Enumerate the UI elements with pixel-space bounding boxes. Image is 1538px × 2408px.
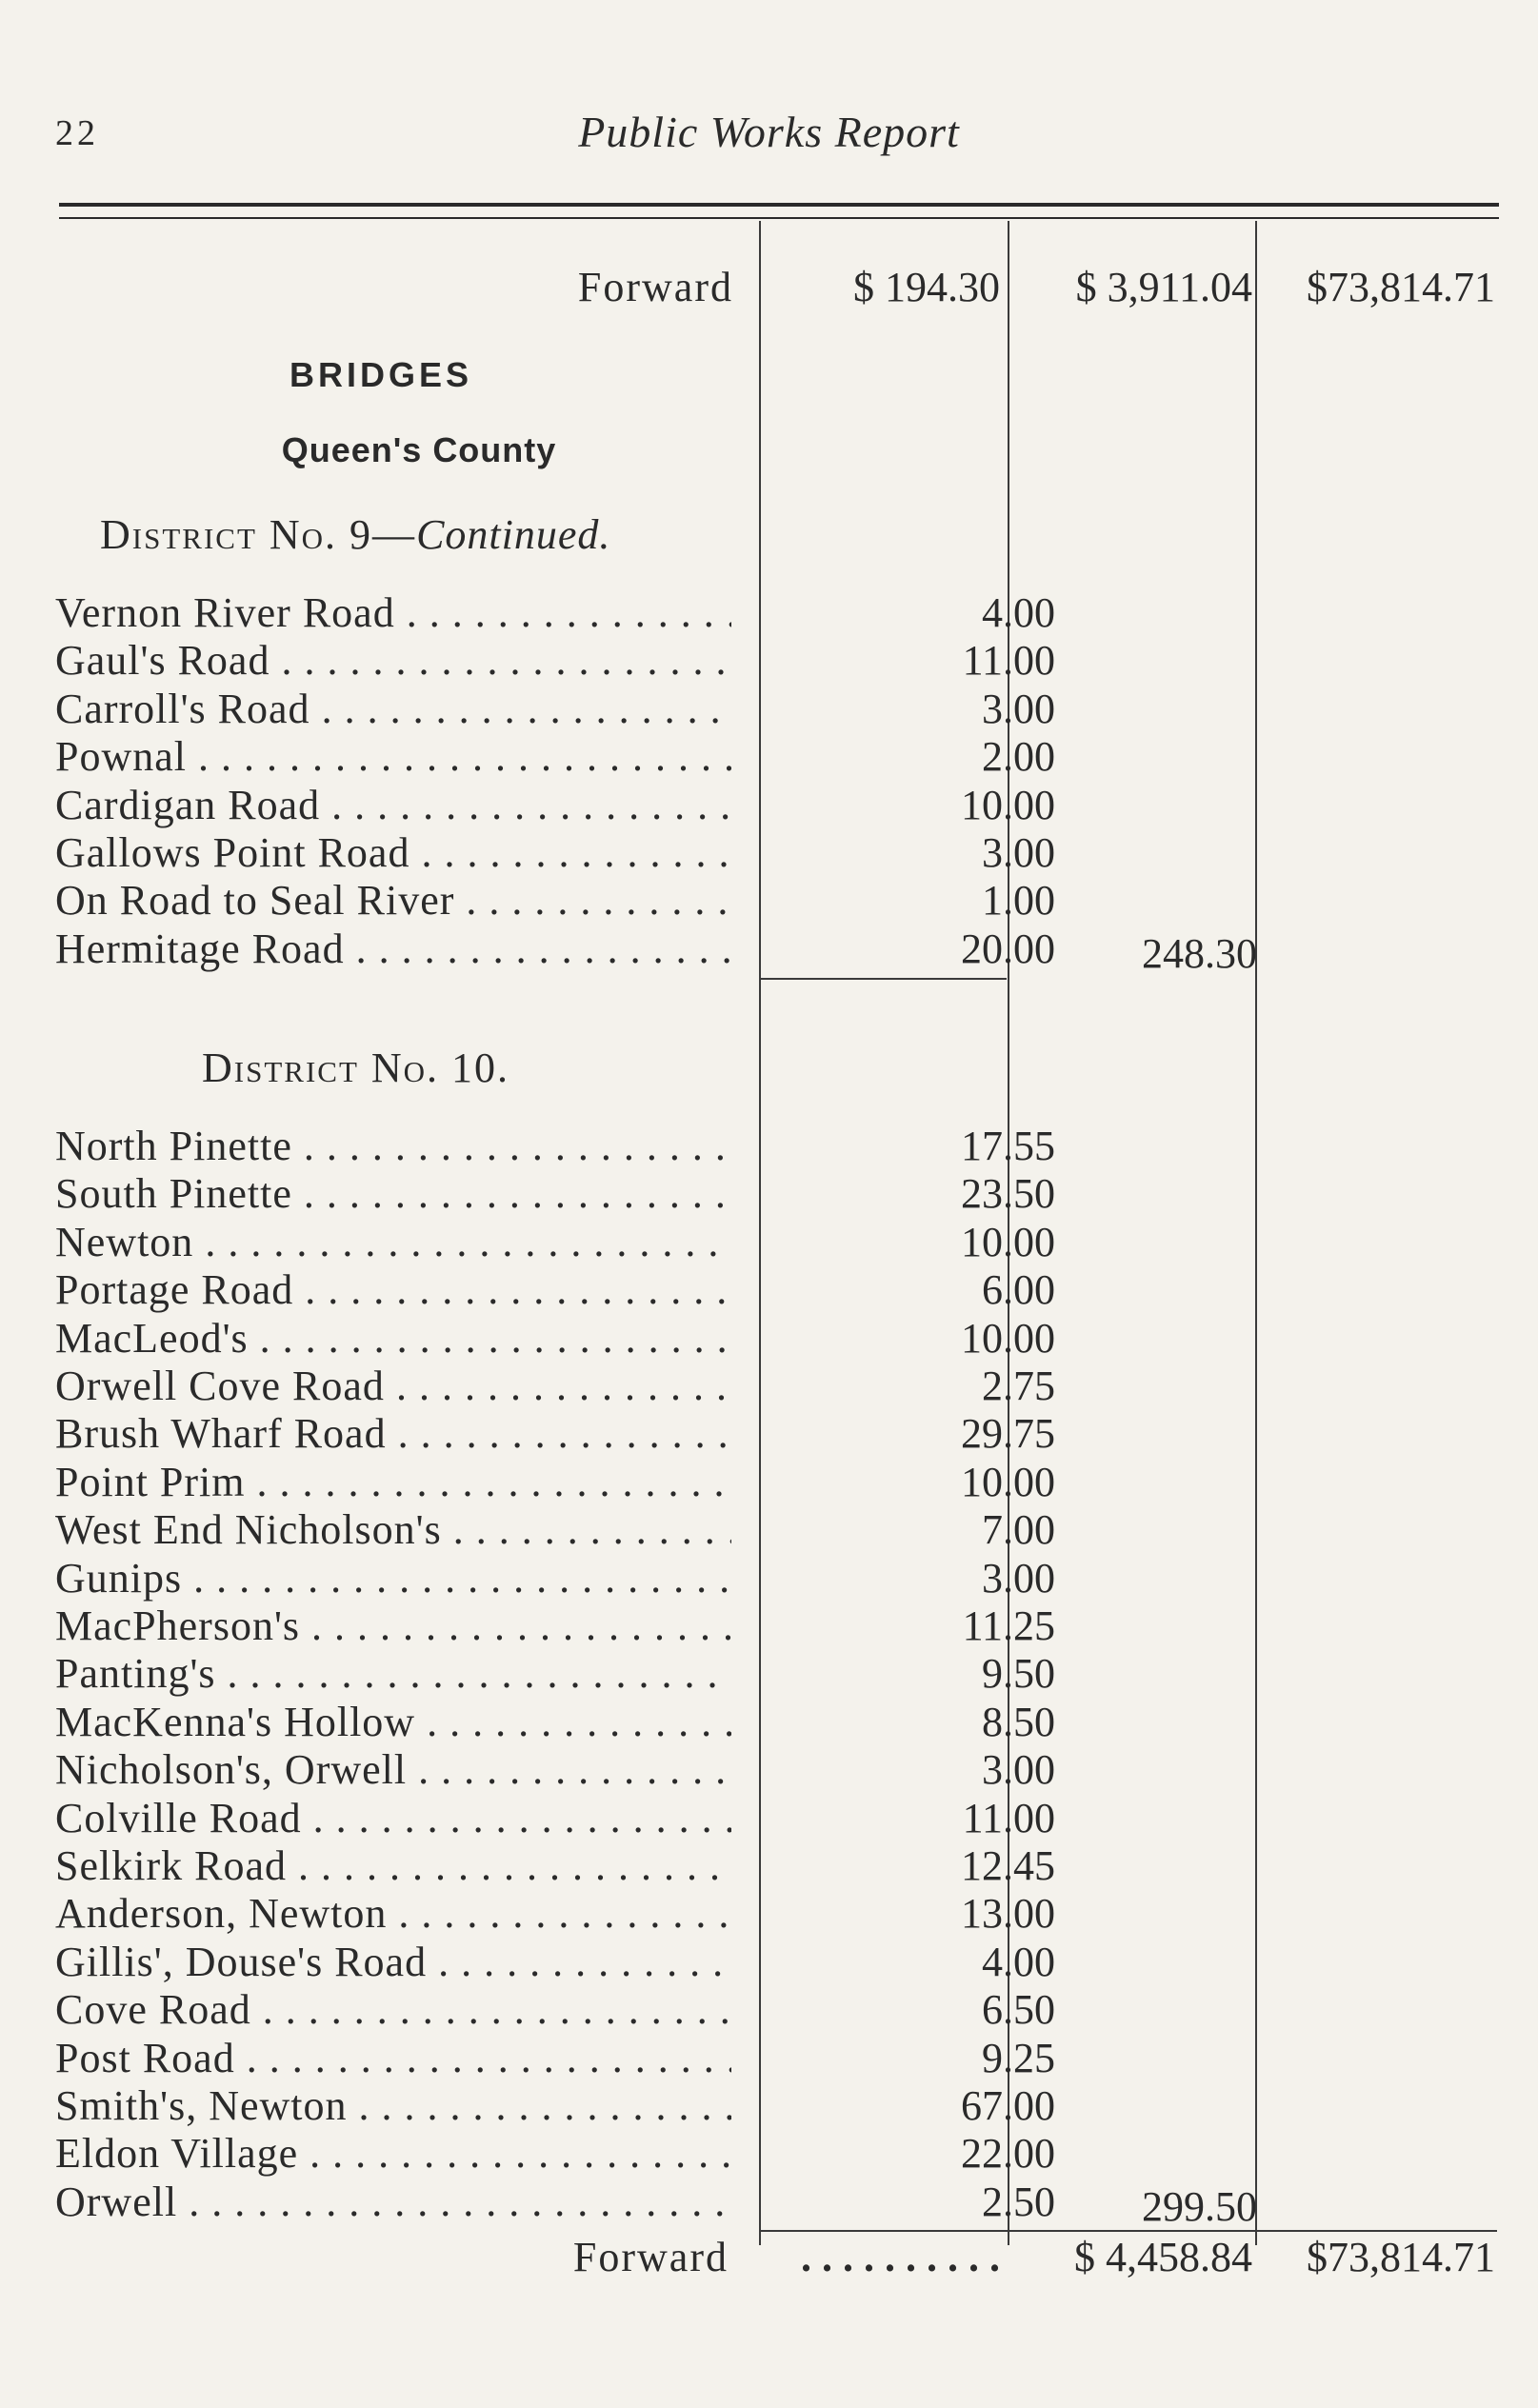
item-name: Colville Road . . . [55, 1796, 731, 1841]
section-title: BRIDGES [289, 355, 473, 394]
item-amount: 67.00 [961, 2082, 1055, 2129]
item-amount: 8.50 [982, 1698, 1055, 1745]
item-name: Brush Wharf Road . . . [55, 1411, 731, 1457]
item-name: Eldon Village . . . [55, 2131, 731, 2177]
item-amount: 2.50 [982, 2178, 1055, 2225]
district-10-subtotal: 299.50 [1142, 2183, 1257, 2230]
district-9-heading [100, 510, 610, 559]
item-name: Cove Road . . . [55, 1987, 731, 2033]
item-amount: 10.00 [961, 781, 1055, 828]
item-amount: 17.55 [961, 1123, 1055, 1169]
item-amount: 3.00 [982, 829, 1055, 876]
district-9-subtotal-rule [759, 978, 1007, 980]
item-amount: 9.50 [982, 1650, 1055, 1698]
item-name: Gunips . . . [55, 1556, 731, 1602]
page-number: 22 [55, 113, 99, 153]
item-name: Vernon River Road . . . [55, 590, 731, 636]
header-rule-thin [59, 217, 1499, 219]
item-name: Panting's . . . [55, 1651, 731, 1697]
item-name: Portage Road . . . [55, 1267, 731, 1313]
column-divider-3 [1255, 221, 1257, 2245]
item-name: Nicholson's, Orwell . . . [55, 1747, 731, 1793]
item-amount: 22.00 [961, 2130, 1055, 2178]
item-amount: 3.00 [982, 1746, 1055, 1794]
item-name: MacPherson's . . . [55, 1603, 731, 1649]
item-amount: 12.45 [961, 1842, 1055, 1889]
district-9-subtotal: 248.30 [1142, 930, 1257, 977]
item-name: Carroll's Road . . . [55, 687, 731, 732]
county-title: Queen's County [281, 430, 557, 469]
forward-bottom-col2: $ 4,458.84 [1074, 2234, 1252, 2280]
item-name: North Pinette . . . [55, 1124, 731, 1169]
forward-label-bottom: Forward [572, 2234, 729, 2280]
item-name: Orwell Cove Road . . . [55, 1363, 731, 1409]
forward-top-col2: $ 3,911.04 [1075, 264, 1252, 310]
item-amount: 7.00 [982, 1506, 1055, 1554]
item-amount: 10.00 [961, 1314, 1055, 1362]
item-amount: 11.00 [962, 637, 1055, 685]
page-title: Public Works Report [578, 108, 960, 156]
item-amount: 6.00 [982, 1266, 1055, 1314]
item-amount: 3.00 [982, 1554, 1055, 1602]
item-amount: 4.00 [982, 589, 1055, 636]
item-amount: 2.00 [982, 733, 1055, 781]
item-name: Point Prim . . . [55, 1460, 731, 1505]
item-name: Pownal . . . [55, 734, 731, 780]
item-name: Orwell . . . [55, 2179, 731, 2225]
district-10-heading: District No. 10. [202, 1045, 510, 1091]
item-name: MacKenna's Hollow . . . [55, 1700, 731, 1745]
item-amount: 10.00 [961, 1218, 1055, 1265]
item-amount: 9.25 [982, 2034, 1055, 2081]
item-amount: 3.00 [982, 685, 1055, 732]
item-name: Smith's, Newton . . . [55, 2083, 731, 2129]
item-amount: 6.50 [982, 1986, 1055, 2034]
forward-bottom-col3: $73,814.71 [1307, 2234, 1495, 2280]
forward-top-col3: $73,814.71 [1307, 264, 1495, 310]
district-9-heading-continued: Continued. [416, 511, 611, 558]
item-amount: 20.00 [961, 925, 1055, 972]
item-name: Post Road . . . [55, 2036, 731, 2081]
item-amount: 11.25 [962, 1602, 1055, 1649]
forward-bottom-col1: . . . . . . . . . . [801, 2234, 1000, 2280]
item-name: South Pinette . . . [55, 1171, 731, 1217]
item-name: Hermitage Road . . . [55, 926, 731, 972]
item-name: Selkirk Road . . . [55, 1843, 731, 1889]
item-amount: 2.75 [982, 1363, 1055, 1409]
item-name: Newton . . . [55, 1220, 731, 1265]
item-name: Anderson, Newton . . . [55, 1891, 731, 1937]
item-amount: 23.50 [961, 1170, 1055, 1218]
item-amount: 13.00 [961, 1890, 1055, 1938]
column-divider-1 [759, 221, 761, 2245]
district-9-heading-text: District No. 9— [100, 511, 417, 558]
forward-label-top: Forward [577, 264, 733, 310]
item-name: Gallows Point Road . . . [55, 830, 731, 876]
item-name: On Road to Seal River . . . [55, 878, 731, 924]
item-name: Gillis', Douse's Road . . . [55, 1940, 731, 1985]
item-amount: 1.00 [982, 877, 1055, 925]
item-amount: 29.75 [961, 1410, 1055, 1458]
item-name: West End Nicholson's . . . [55, 1507, 731, 1553]
bottom-total-rule [759, 2230, 1497, 2232]
item-amount: 10.00 [961, 1458, 1055, 1505]
item-amount: 11.00 [962, 1794, 1055, 1841]
item-name: MacLeod's . . . [55, 1316, 731, 1362]
item-name: Gaul's Road . . . [55, 638, 731, 684]
item-amount: 4.00 [982, 1938, 1055, 1985]
header-rule [59, 203, 1499, 207]
forward-top-col1: $ 194.30 [853, 264, 1000, 310]
item-name: Cardigan Road . . . [55, 783, 731, 828]
